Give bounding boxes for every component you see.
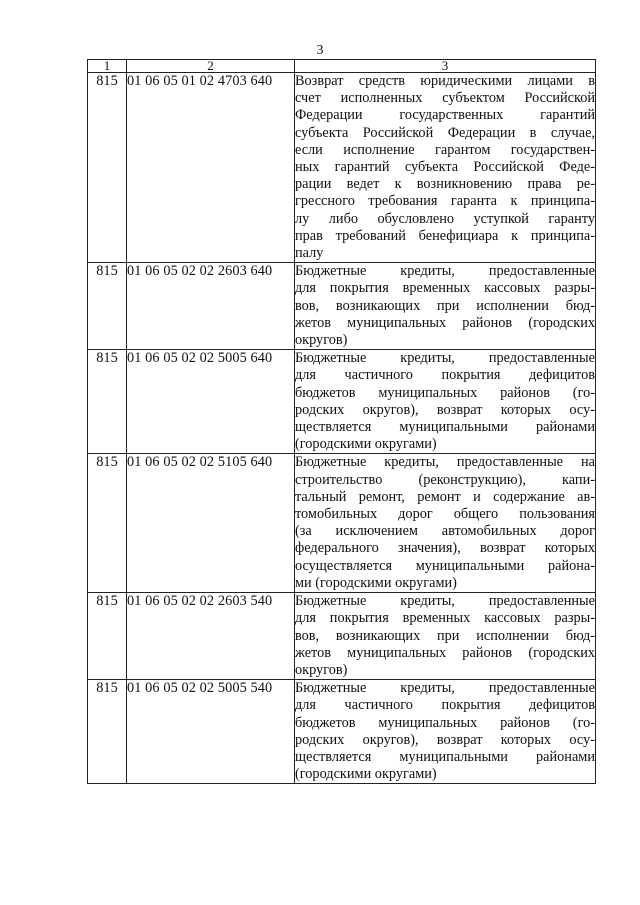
description-line: ных гарантий субъекта Российской Феде- — [295, 159, 595, 176]
description-line: федерального значения), возврат которых — [295, 540, 595, 557]
budget-code-cell: 01 06 05 02 02 5005 540 — [127, 680, 295, 784]
description-line: Бюджетные кредиты, предоставленные — [295, 263, 595, 280]
header-col-1: 1 — [88, 60, 127, 73]
table-row — [88, 680, 596, 784]
table-row — [88, 73, 596, 263]
description-line: жетов муниципальных районов (городских — [295, 644, 595, 661]
admin-code-cell: 815 — [88, 263, 127, 350]
description-line: томобильных дорог общего пользования — [295, 506, 595, 523]
description-line: бюджетов муниципальных районов (го- — [295, 714, 595, 731]
admin-code-cell: 815 — [88, 593, 127, 680]
header-col-3: 3 — [295, 60, 596, 73]
description-line: счет исполненных субъектом Российской — [295, 90, 595, 107]
description-line: ществляется муниципальными районами — [295, 748, 595, 765]
description-line: грессного требования гаранта к принципа- — [295, 193, 595, 210]
header-row — [88, 60, 596, 73]
description-line: ществляется муниципальными районами — [295, 419, 595, 436]
description-line: (за исключением автомобильных дорог — [295, 523, 595, 540]
budget-code-cell: 01 06 05 02 02 2603 640 — [127, 263, 295, 350]
admin-code-cell: 815 — [88, 73, 127, 263]
description-line: строительство (реконструкцию), капи- — [295, 471, 595, 488]
description-line: родских округов), возврат которых осу- — [295, 401, 595, 418]
description-line: палу — [295, 245, 324, 262]
description-line: рации ведет к возникновению права ре- — [295, 176, 595, 193]
description-line: жетов муниципальных районов (городских — [295, 314, 595, 331]
description-line: для покрытия временных кассовых разры- — [295, 280, 595, 297]
description-line: осуществляется муниципальными района- — [295, 557, 595, 574]
description-line: Бюджетные кредиты, предоставленные — [295, 680, 595, 697]
description-line: округов) — [295, 661, 348, 678]
description-line: округов) — [295, 332, 348, 349]
description-line: если исполнение гарантом государствен- — [295, 141, 595, 158]
table-row — [88, 454, 596, 593]
description-line: лу либо обусловлено уступкой гаранту — [295, 210, 595, 227]
description-cell — [295, 593, 596, 680]
admin-code-cell: 815 — [88, 680, 127, 784]
classification-table — [87, 59, 596, 784]
description-line: вов, возникающих при исполнении бюд- — [295, 297, 595, 314]
description-cell — [295, 454, 596, 593]
admin-code-cell: 815 — [88, 454, 127, 593]
table-header — [88, 60, 596, 73]
description-line: (городскими округами) — [295, 436, 437, 453]
description-cell — [295, 680, 596, 784]
description-cell — [295, 73, 596, 263]
description-line: прав требований бенефициара к принципа- — [295, 227, 595, 244]
description-line: бюджетов муниципальных районов (го- — [295, 384, 595, 401]
admin-code-cell: 815 — [88, 350, 127, 454]
header-col-2: 2 — [127, 60, 295, 73]
description-line: для частичного покрытия дефицитов — [295, 367, 595, 384]
description-line: тальный ремонт, ремонт и содержание ав- — [295, 488, 595, 505]
description-line: Бюджетные кредиты, предоставленные — [295, 350, 595, 367]
budget-code-cell: 01 06 05 02 02 5105 640 — [127, 454, 295, 593]
description-line: (городскими округами) — [295, 766, 437, 783]
budget-code-cell: 01 06 05 01 02 4703 640 — [127, 73, 295, 263]
budget-code-cell: 01 06 05 02 02 5005 640 — [127, 350, 295, 454]
table-row — [88, 263, 596, 350]
table-row — [88, 350, 596, 454]
description-line: субъекта Российской Федерации в случае, — [295, 124, 595, 141]
table-row — [88, 593, 596, 680]
description-line: Бюджетные кредиты, предоставленные — [295, 593, 595, 610]
description-line: вов, возникающих при исполнении бюд- — [295, 627, 595, 644]
budget-code-cell: 01 06 05 02 02 2603 540 — [127, 593, 295, 680]
description-line: родских округов), возврат которых осу- — [295, 731, 595, 748]
table-body — [88, 73, 596, 784]
description-line: ми (городскими округами) — [295, 574, 457, 591]
description-cell — [295, 350, 596, 454]
page-number: 3 — [316, 43, 324, 58]
description-line: для частичного покрытия дефицитов — [295, 697, 595, 714]
description-line: Бюджетные кредиты, предоставленные на — [295, 454, 595, 471]
description-line: Возврат средств юридическими лицами в — [295, 73, 595, 89]
description-cell — [295, 263, 596, 350]
description-line: Федерации государственных гарантий — [295, 107, 595, 124]
description-line: для покрытия временных кассовых разры- — [295, 610, 595, 627]
